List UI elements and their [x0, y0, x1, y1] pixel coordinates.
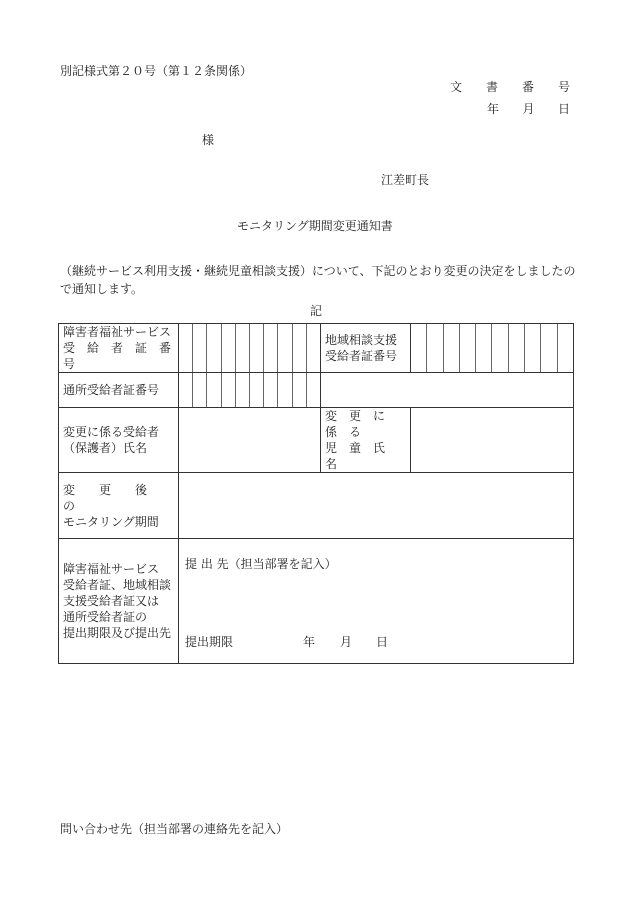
- digit-box[interactable]: [207, 324, 221, 372]
- label-line: 支援受給者証又は: [63, 594, 160, 608]
- digit-box[interactable]: [264, 324, 278, 372]
- label-line: 通所受給者証の: [63, 610, 148, 624]
- document-title: モニタリング期間変更通知書: [237, 219, 393, 233]
- digit-box[interactable]: [293, 373, 307, 407]
- label-monitoring-period: [59, 473, 179, 539]
- notification-form-table: [58, 323, 574, 664]
- day-service-cert-number-field[interactable]: [179, 373, 321, 408]
- digit-box[interactable]: [179, 324, 193, 372]
- digit-box[interactable]: [264, 373, 278, 407]
- digit-box[interactable]: [476, 324, 492, 372]
- deadline-year: 年: [303, 635, 316, 649]
- doc-number-char: 書: [485, 80, 498, 94]
- digit-box[interactable]: [222, 373, 236, 407]
- issuer-name: 江差町長: [381, 173, 430, 187]
- date-day: 日: [557, 102, 570, 116]
- label-line: 障害福祉サービス: [63, 562, 160, 576]
- date-month: 月: [522, 102, 535, 116]
- digit-box[interactable]: [541, 324, 557, 372]
- deadline-day: 日: [376, 635, 389, 649]
- date-year: 年: [487, 102, 500, 116]
- digit-box[interactable]: [193, 324, 207, 372]
- digit-box[interactable]: [278, 373, 292, 407]
- digit-box[interactable]: [411, 324, 427, 372]
- addressee-suffix: 様: [202, 133, 215, 147]
- digit-box[interactable]: [444, 324, 460, 372]
- digit-box[interactable]: [558, 324, 573, 372]
- digit-box[interactable]: [179, 373, 193, 407]
- label-line: 受給者証、地域相談: [63, 578, 172, 592]
- service-cert-number-field[interactable]: [179, 324, 321, 373]
- empty-cell: [321, 373, 574, 408]
- form-reference: 別記様式第２０号（第１２条関係）: [60, 64, 253, 78]
- regional-cert-number-field[interactable]: [411, 324, 574, 373]
- digit-box[interactable]: [509, 324, 525, 372]
- digit-box[interactable]: [236, 324, 250, 372]
- doc-number-char: 番: [521, 80, 534, 94]
- label-service-cert-number: [59, 324, 184, 373]
- submit-to-label: 提 出 先（担当部署を記入）: [185, 557, 337, 571]
- digit-box[interactable]: [236, 373, 250, 407]
- deadline-label: 提出期限: [185, 635, 234, 649]
- label-submission: [59, 539, 179, 664]
- label-line: 変更に係る受給者: [63, 425, 160, 439]
- digit-box[interactable]: [307, 373, 320, 407]
- submission-field[interactable]: [179, 539, 574, 664]
- digit-box[interactable]: [427, 324, 443, 372]
- recipient-name-field[interactable]: [179, 408, 321, 473]
- body-text-line-2: で通知します。: [60, 282, 144, 296]
- ki-heading: 記: [310, 304, 323, 318]
- digit-box[interactable]: [250, 373, 264, 407]
- monitoring-period-field[interactable]: [179, 473, 574, 539]
- date-line: [487, 100, 570, 117]
- label-line: 児 童 氏 名: [325, 441, 398, 471]
- row-day-service-cert-number: [59, 373, 574, 408]
- document-number-label: [450, 78, 570, 95]
- label-day-service-cert-number: [59, 373, 179, 408]
- digit-box[interactable]: [278, 324, 292, 372]
- label-line: 変 更 後 の: [63, 482, 172, 513]
- digit-box[interactable]: [293, 324, 307, 372]
- row-submission: [59, 539, 574, 664]
- body-text-line-1: （継続サービス利用支援・継続児童相談支援）について、下記のとおり変更の決定をしましたの: [60, 264, 576, 278]
- label-line: 地域相談支援: [325, 333, 398, 347]
- digit-box[interactable]: [250, 324, 264, 372]
- label-line: モニタリング期間: [63, 514, 159, 529]
- digit-box[interactable]: [492, 324, 508, 372]
- deadline-month: 月: [340, 635, 353, 649]
- label-line: 受給者証番号: [325, 349, 398, 363]
- label-recipient-name: [59, 408, 179, 473]
- digit-box[interactable]: [207, 373, 221, 407]
- label-line: （保護者）氏名: [63, 441, 148, 455]
- label-line: 受 給 者 証 番 号: [63, 341, 184, 371]
- label-child-name: [321, 408, 411, 473]
- label-regional-cert-number: [321, 324, 411, 373]
- row-service-cert-number: [59, 324, 574, 373]
- doc-number-char: 文: [450, 80, 463, 94]
- contact-footer: 問い合わせ先（担当部署の連絡先を記入）: [60, 822, 289, 836]
- label-line: 提出期限及び提出先: [63, 626, 172, 640]
- label-line: 変 更 に 係 る: [325, 409, 398, 439]
- digit-box[interactable]: [222, 324, 236, 372]
- label-line: 通所受給者証番号: [63, 383, 160, 397]
- doc-number-char: 号: [557, 80, 570, 94]
- row-monitoring-period: [59, 473, 574, 539]
- digit-box[interactable]: [307, 324, 320, 372]
- digit-box[interactable]: [460, 324, 476, 372]
- row-names: [59, 408, 574, 473]
- child-name-field[interactable]: [411, 408, 574, 473]
- label-line: 障害者福祉サービス: [63, 325, 172, 339]
- digit-box[interactable]: [193, 373, 207, 407]
- digit-box[interactable]: [525, 324, 541, 372]
